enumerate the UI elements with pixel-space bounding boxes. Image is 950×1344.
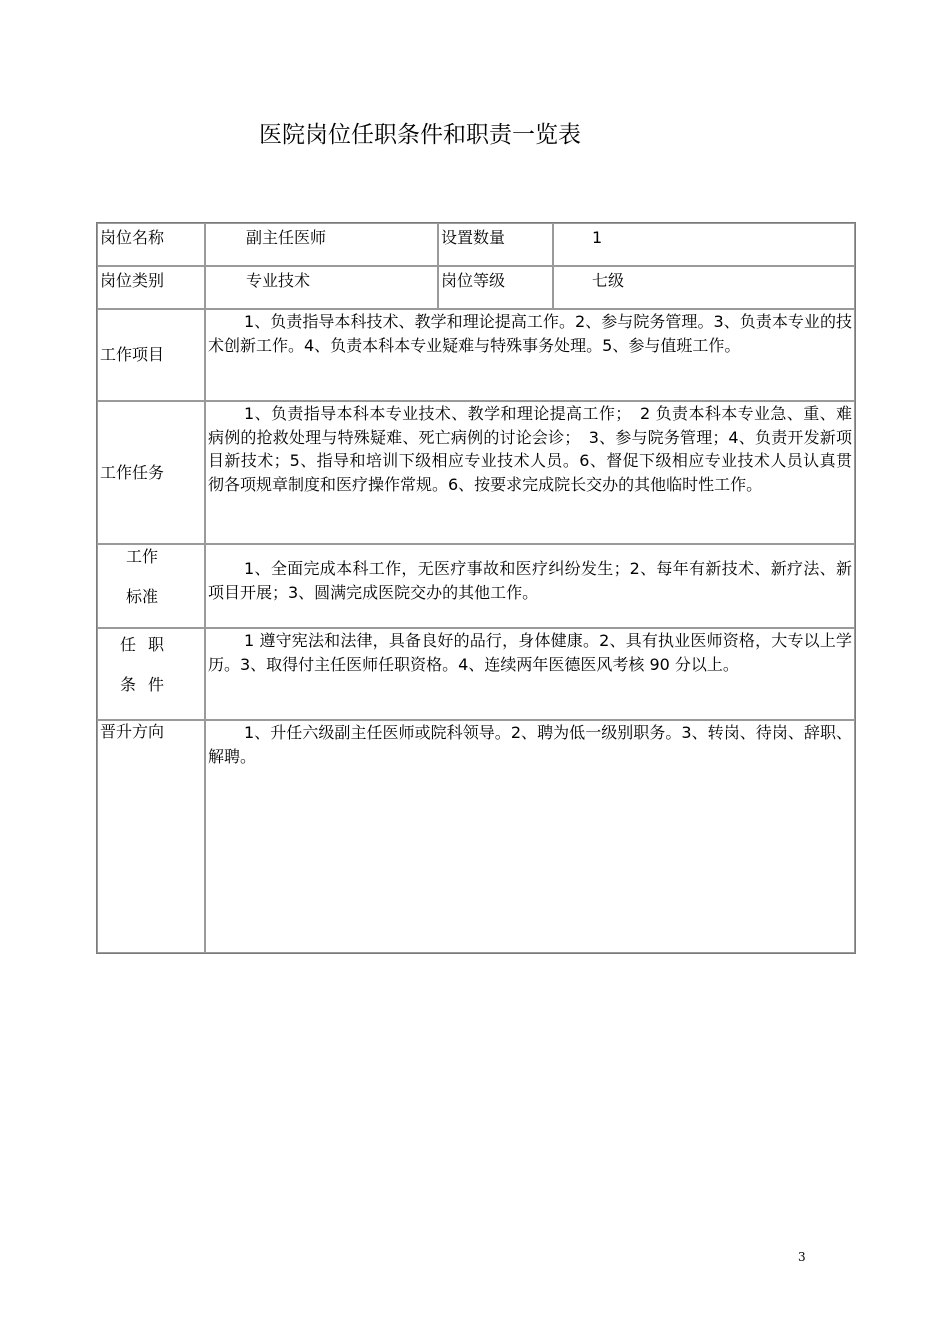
work-tasks-text: 1、负责指导本科本专业技术、教学和理论提高工作； 2 负责本科本专业急、重、难病例的抢救处理与特殊疑难、死亡病例的讨论会诊； 3、参与院务管理；4、负责开发新项目新技术；5、指导和培训下级相应专业技术人员。6、督促下级相应专业技术人员认真贯彻各项规章制度和医疗操作常规。6、按要求完成院长交办的其他临时性工作。 — [205, 401, 855, 544]
position-name-value: 副主任医师 — [205, 223, 438, 266]
work-items-label: 工作项目 — [97, 309, 205, 401]
page-title: 医院岗位任职条件和职责一览表 — [259, 122, 581, 148]
requirements-text: 1 遵守宪法和法律，具备良好的品行，身体健康。2、具有执业医师资格，大专以上学历。3、取得付主任医师任职资格。4、连续两年医德医风考核 90 分以上。 — [205, 628, 855, 720]
table-row-promotion — [97, 720, 855, 953]
promotion-text: 1、升任六级副主任医师或院科领导。2、聘为低一级别职务。3、转岗、待岗、辞职、解聘。 — [205, 720, 855, 953]
work-standard-label — [97, 544, 205, 628]
table-row-work-items — [97, 309, 855, 401]
work-standard-label-line-1: 工作 — [125, 547, 158, 566]
category-value: 专业技术 — [205, 266, 438, 309]
category-label: 岗位类别 — [97, 266, 205, 309]
table-row-position-name — [97, 223, 855, 266]
requirements-label-line-1: 任职 — [119, 635, 176, 654]
table-row-category — [97, 266, 855, 309]
requirements-label — [97, 628, 205, 720]
grade-value: 七级 — [553, 266, 855, 309]
position-name-label: 岗位名称 — [97, 223, 205, 266]
table-row-requirements — [97, 628, 855, 720]
quantity-label: 设置数量 — [438, 223, 553, 266]
work-standard-label-line-2: 标准 — [125, 587, 158, 606]
work-standard-text: 1、全面完成本科工作，无医疗事故和医疗纠纷发生；2、每年有新技术、新疗法、新项目开展；3、圆满完成医院交办的其他工作。 — [205, 544, 855, 628]
grade-label: 岗位等级 — [438, 266, 553, 309]
table-row-work-tasks — [97, 401, 855, 544]
work-tasks-label: 工作任务 — [97, 401, 205, 544]
requirements-label-line-2: 条件 — [119, 675, 176, 694]
page-number: 3 — [798, 1250, 806, 1264]
job-description-table — [96, 222, 856, 954]
work-items-text: 1、负责指导本科技术、教学和理论提高工作。2、参与院务管理。3、负责本专业的技术创新工作。4、负责本科本专业疑难与特殊事务处理。5、参与值班工作。 — [205, 309, 855, 401]
table-row-work-standard — [97, 544, 855, 628]
promotion-label: 晋升方向 — [97, 720, 205, 953]
quantity-value: 1 — [553, 223, 855, 266]
